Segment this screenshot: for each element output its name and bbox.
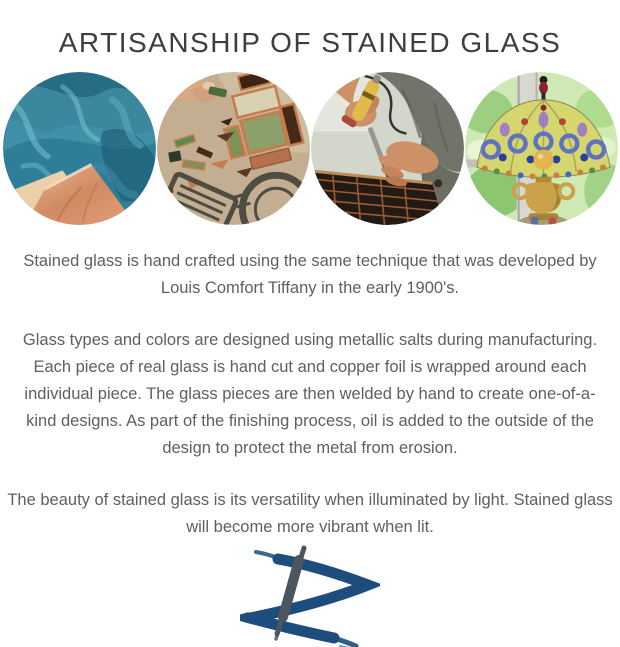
process-photo-row [0, 72, 620, 225]
text-line: individual piece. The glass pieces are then welded by hand to create one-of-a- [24, 385, 596, 403]
hand-cut-glass-copper-foil-photo [157, 72, 310, 225]
text-line: The beauty of stained glass is its versatility when illuminated by light. Stained glass [7, 491, 613, 509]
text-line: Stained glass is hand crafted using the same technique that was developed by [23, 252, 597, 270]
blue-stained-glass-sheet-photo [3, 72, 156, 225]
text-line: kind designs. As part of the finishing process, oil is added to the outside of the [26, 412, 594, 430]
text-line: Each piece of real glass is hand cut and copper foil is wrapped around each [33, 358, 587, 376]
r-brushstroke-logo [240, 543, 380, 647]
text-line: Glass types and colors are designed using metallic salts during manufacturing. [22, 331, 598, 349]
soldering-stained-glass-photo [311, 72, 464, 225]
paragraph-illumination [4, 487, 616, 541]
paragraph-crafting-process [4, 327, 616, 462]
logo-container [0, 543, 620, 647]
text-line: Louis Comfort Tiffany in the early 1900's. [160, 279, 460, 297]
text-line: design to protect the metal from erosion. [162, 439, 458, 457]
paragraph-tiffany-technique [4, 248, 616, 302]
tiffany-style-lamp-photo [465, 72, 618, 225]
page-title: ARTISANSHIP OF STAINED GLASS [58, 27, 562, 58]
text-line: will become more vibrant when lit. [186, 518, 434, 536]
